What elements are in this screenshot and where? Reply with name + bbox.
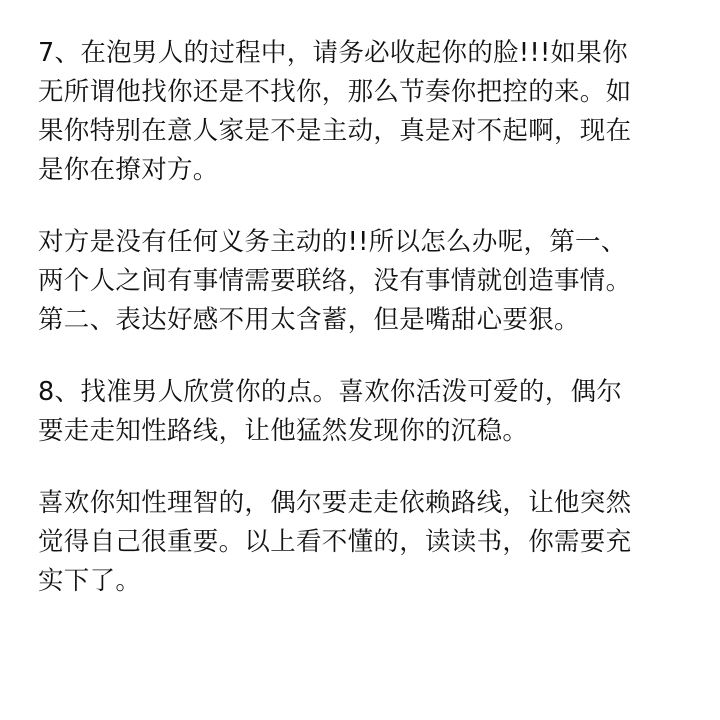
text-line: 7、在泡男人的过程中，请务必收起你的脸!!!如果你: [38, 38, 628, 68]
text-line: 无所谓他找你还是不找你，那么节奏你把控的来。如: [38, 77, 632, 107]
paragraph-tip-8: [38, 373, 684, 451]
text-line: 对方是没有任何义务主动的!!所以怎么办呢，第一、: [38, 227, 627, 257]
text-line: 觉得自己很重要。以上看不懂的，读读书，你需要充: [38, 527, 632, 557]
text-line: 果你特别在意人家是不是主动，真是对不起啊，现在: [38, 116, 632, 146]
text-line: 8、找准男人欣赏你的点。喜欢你活泼可爱的，偶尔: [38, 377, 623, 407]
text-line: 第二、表达好感不用太含蓄，但是嘴甜心要狠。: [38, 305, 580, 335]
paragraph-rational: [38, 484, 684, 601]
paragraph-tip-7: [38, 34, 684, 190]
text-line: 是你在撩对方。: [38, 155, 219, 185]
paragraph-no-obligation: [38, 223, 684, 340]
text-line: 实下了。: [38, 566, 142, 596]
text-line: 要走走知性路线，让他猛然发现你的沉稳。: [38, 416, 529, 446]
text-line: 两个人之间有事情需要联络，没有事情就创造事情。: [38, 266, 632, 296]
text-line: 喜欢你知性理智的，偶尔要走走依赖路线，让他突然: [38, 488, 632, 518]
